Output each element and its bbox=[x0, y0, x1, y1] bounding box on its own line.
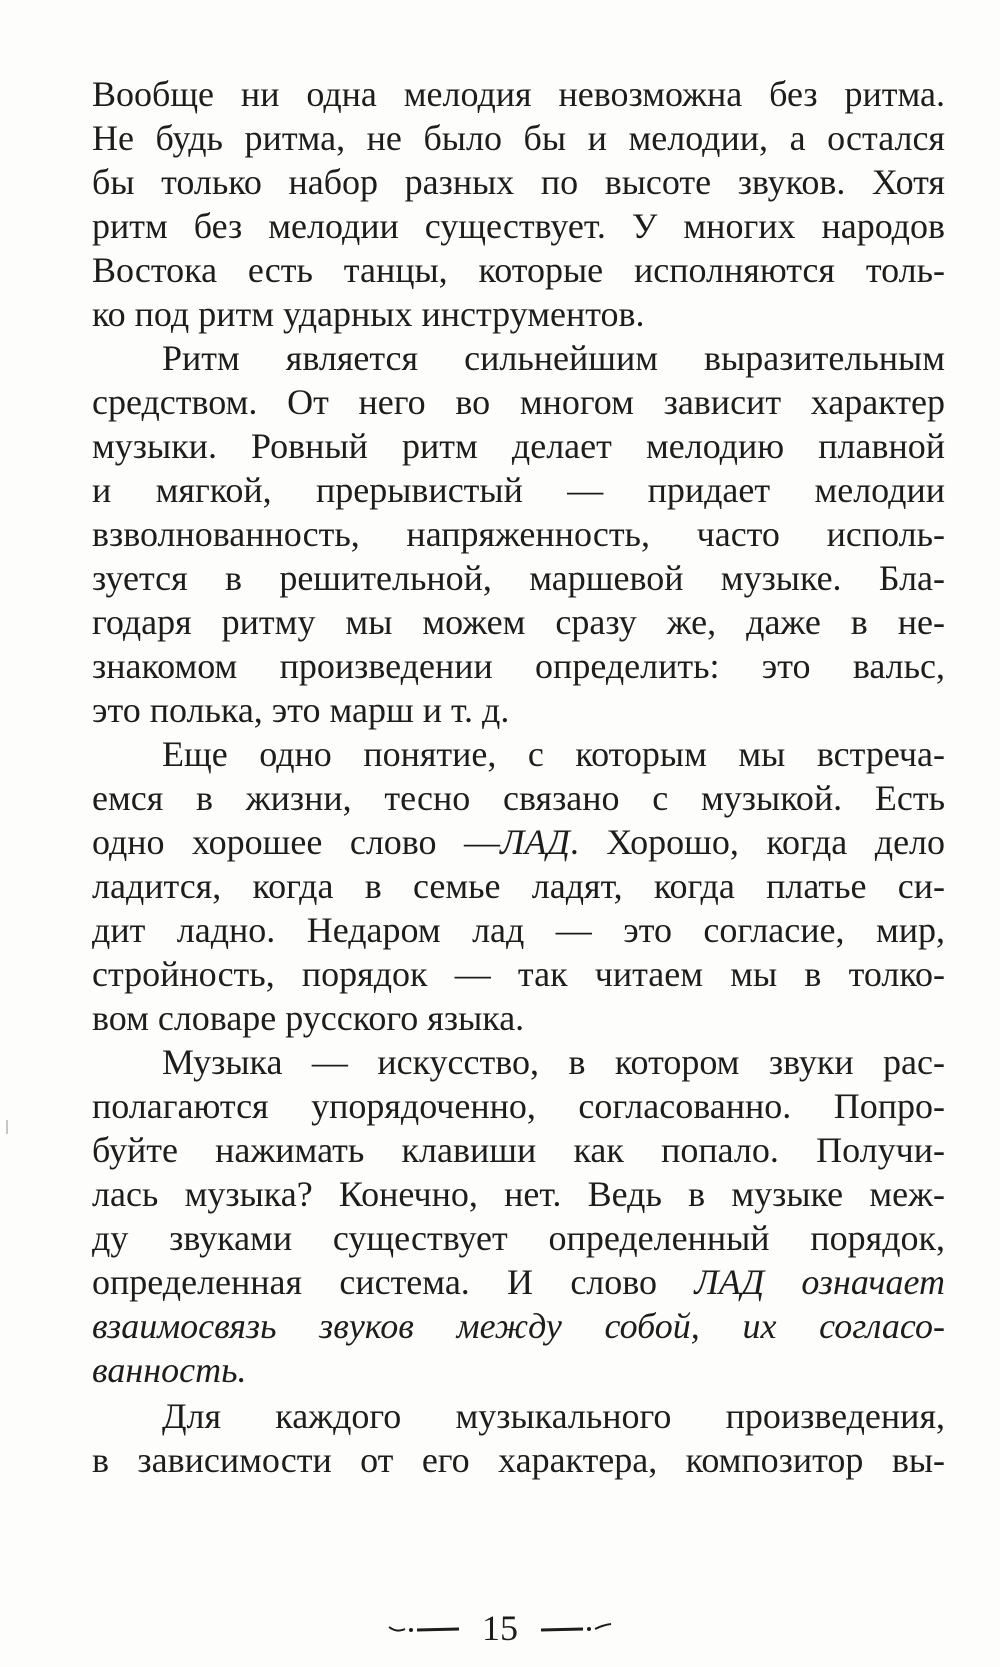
definition-span: означает bbox=[801, 1262, 946, 1302]
text-line: Вообще ни одна мелодия невозможна без ритма. bbox=[92, 74, 945, 114]
margin-mark bbox=[6, 1120, 8, 1134]
text-line: ритм без мелодии существует. У многих народов bbox=[92, 206, 945, 246]
text-line: музыки. Ровный ритм делает мелодию плавной bbox=[92, 426, 945, 466]
text-line: это полька, это марш и т. д. bbox=[92, 690, 510, 730]
page-footer bbox=[0, 1602, 1000, 1650]
text-line: буйте нажимать клавиши как попало. Получи- bbox=[92, 1130, 945, 1170]
definition-line: ванность. bbox=[92, 1350, 247, 1390]
text-line: Еще одно понятие, с которым мы встреча- bbox=[162, 734, 945, 774]
term-lad: ЛАД bbox=[500, 822, 570, 862]
text-line: лась музыка? Конечно, нет. Ведь в музыке меж- bbox=[92, 1174, 945, 1214]
ornament-left-icon bbox=[387, 1621, 461, 1635]
text-line: Не будь ритма, не было бы и мелодии, а остался bbox=[92, 118, 945, 158]
text-span: . Хорошо, когда дело bbox=[569, 822, 946, 862]
text-line: средством. От него во многом зависит характер bbox=[92, 382, 945, 422]
text-line: Для каждого музыкального произведения, bbox=[162, 1396, 945, 1436]
text-line: бы только набор разных по высоте звуков. Хотя bbox=[92, 162, 945, 202]
page-number: 15 bbox=[482, 1607, 518, 1648]
ornament-right-icon bbox=[539, 1621, 613, 1635]
text-line: стройность, порядок — так читаем мы в толко- bbox=[92, 954, 945, 994]
text-line: ко под ритм ударных инструментов. bbox=[92, 294, 645, 334]
definition-line: взаимосвязь звуков между собой, их согласо- bbox=[92, 1306, 945, 1346]
text-line: зуется в решительной, маршевой музыке. Бла- bbox=[92, 558, 945, 598]
text-line: вом словаре русского языка. bbox=[92, 998, 525, 1038]
text-line: Музыка — искусство, в котором звуки рас- bbox=[162, 1042, 945, 1082]
text-line: годаря ритму мы можем сразу же, даже в не- bbox=[92, 602, 945, 642]
text-line: емся в жизни, тесно связано с музыкой. Есть bbox=[92, 778, 945, 818]
text-span: одно хорошее слово — bbox=[92, 822, 501, 862]
text-line bbox=[92, 1260, 945, 1304]
text-span: определенная система. И слово bbox=[92, 1262, 658, 1302]
text-line: взволнованность, напряженность, часто исполь- bbox=[92, 514, 945, 554]
text-line bbox=[92, 820, 945, 864]
text-line: в зависимости от его характера, композитор вы- bbox=[92, 1440, 945, 1480]
text-line: Ритм является сильнейшим выразительным bbox=[162, 338, 945, 378]
text-line: ду звуками существует определенный порядок, bbox=[92, 1218, 945, 1258]
term-lad: ЛАД bbox=[694, 1262, 765, 1302]
text-line: Востока есть танцы, которые исполняются толь- bbox=[92, 250, 945, 290]
text-line: полагаются упорядоченно, согласованно. Попро- bbox=[92, 1086, 945, 1126]
text-line: дит ладно. Недаром лад — это согласие, мир, bbox=[92, 910, 945, 950]
text-line: ладится, когда в семье ладят, когда платье си- bbox=[92, 866, 945, 906]
text-line: знакомом произведении определить: это вальс, bbox=[92, 646, 945, 686]
text-line: и мягкой, прерывистый — придает мелодии bbox=[92, 470, 945, 510]
